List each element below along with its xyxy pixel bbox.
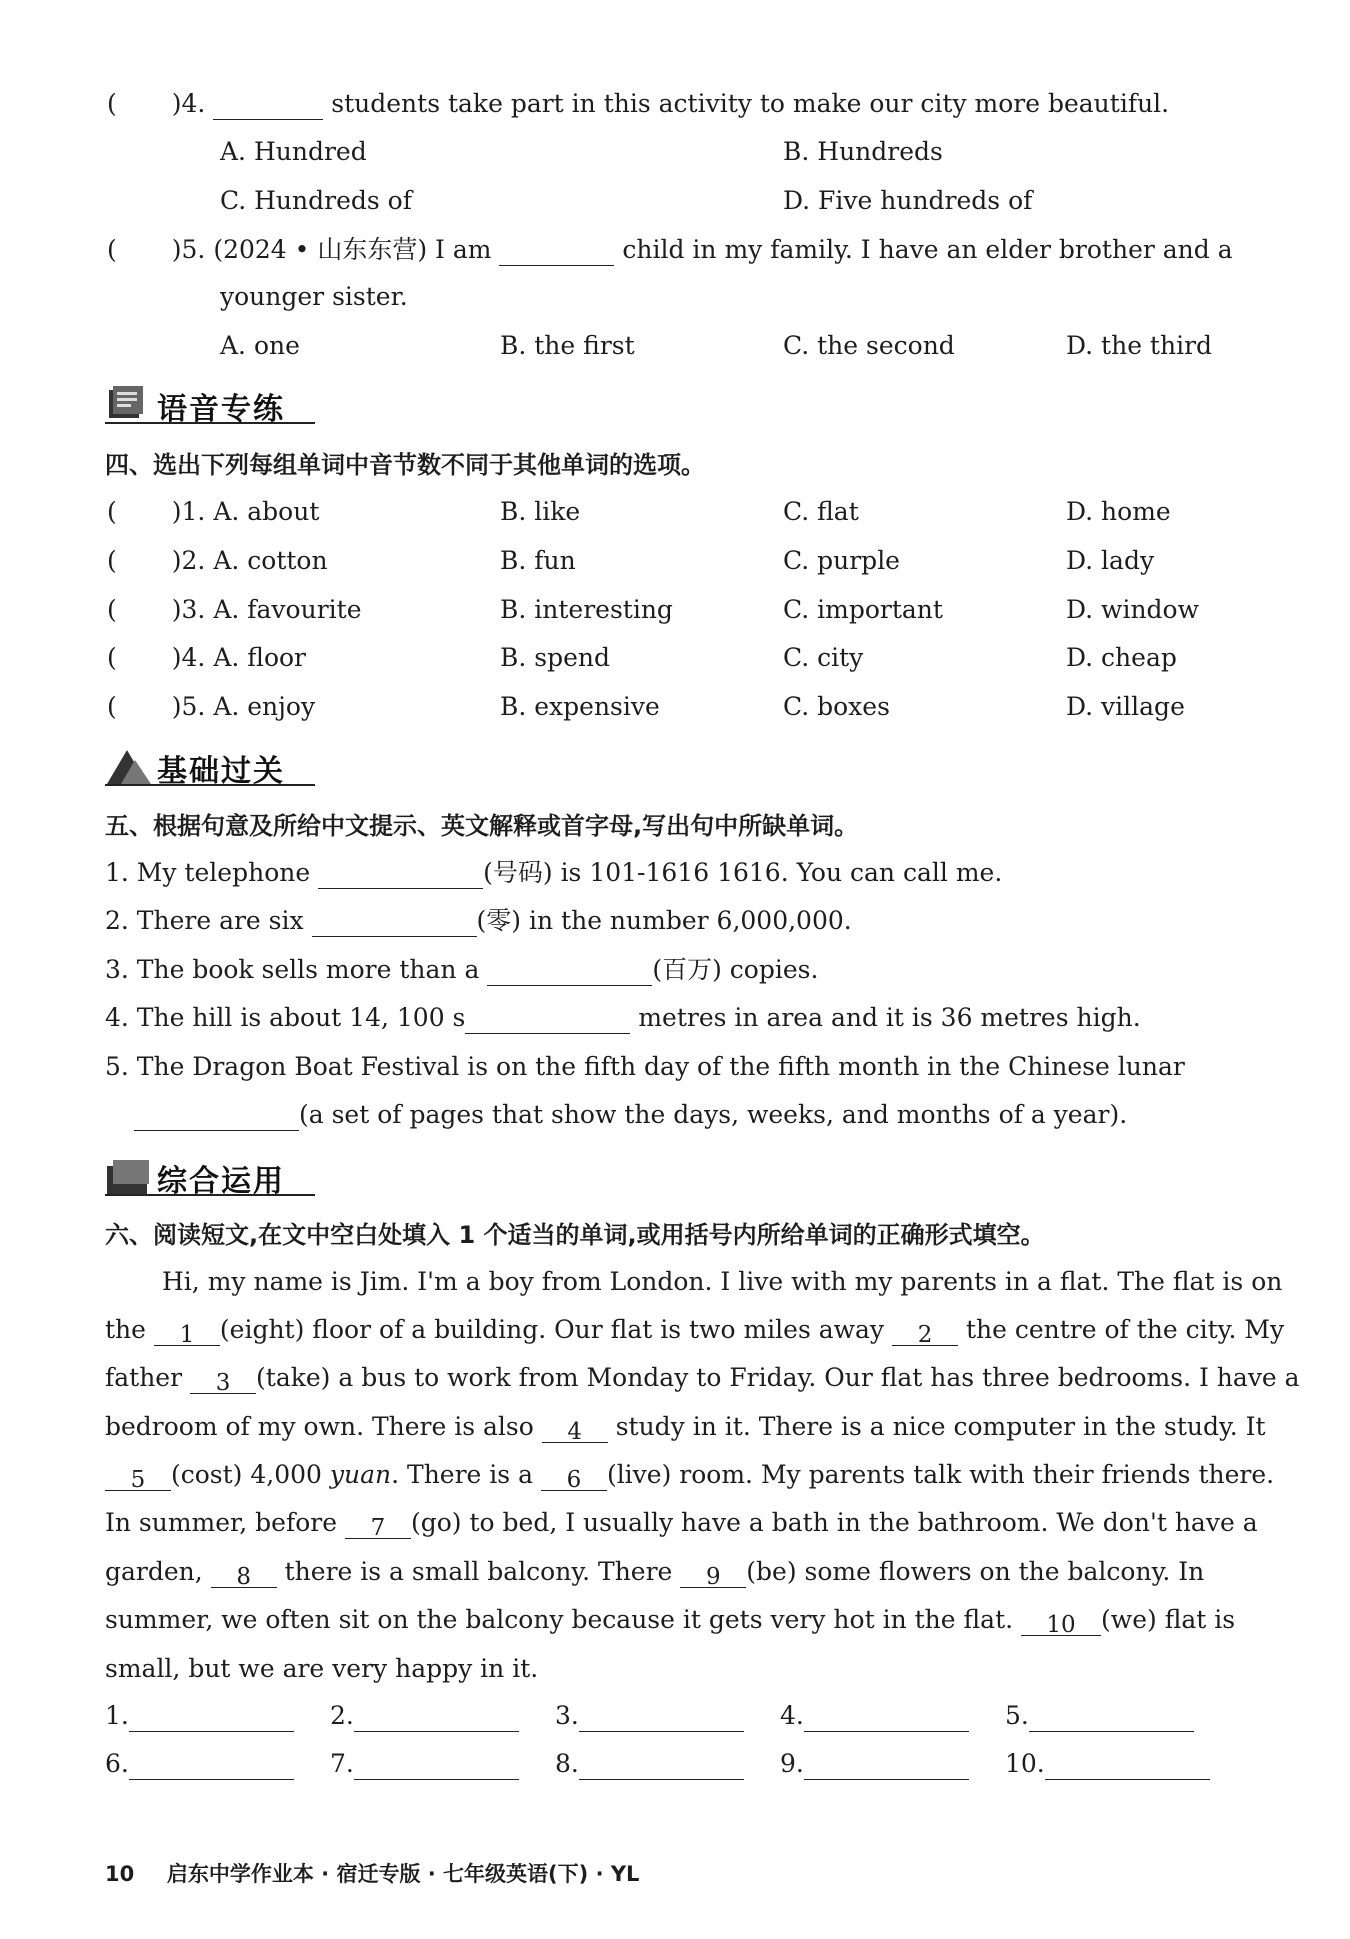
option-c[interactable]: C. the second — [783, 331, 955, 360]
answer-blank[interactable] — [465, 1007, 630, 1034]
option-c[interactable]: C. purple — [783, 546, 900, 575]
option-c[interactable]: C. city — [783, 643, 864, 672]
passage-line: garden, 8 there is a small balcony. There 9 (be) some flowers on the balcony. In — [105, 1557, 1205, 1590]
passage-line: In summer, before 7 (go) to bed, I usually have a bath in the bathroom. We don't have a — [105, 1508, 1258, 1541]
book-stack-icon — [105, 1154, 153, 1196]
fill-item-1: 1. My telephone (号码) is 101-1616 1616. You can call me. — [105, 858, 1003, 887]
answer-slot-5[interactable]: 5. — [1005, 1700, 1194, 1732]
answer-paren[interactable]: ( — [107, 497, 117, 526]
passage-blank[interactable]: 7 — [345, 1512, 411, 1539]
fill-item-2: 2. There are six (零) in the number 6,000,000. — [105, 906, 852, 935]
passage-line: the 1 (eight) floor of a building. Our flat is two miles away 2 the centre of the city. My — [105, 1315, 1285, 1348]
passage-blank[interactable]: 5 — [105, 1464, 171, 1491]
option-b[interactable]: B. expensive — [500, 692, 660, 721]
notebook-icon — [105, 382, 153, 424]
option-b[interactable]: B. the first — [500, 331, 635, 360]
page-number: 10 — [105, 1862, 135, 1886]
option-b[interactable]: B. like — [500, 497, 581, 526]
option-a[interactable]: A. Hundred — [220, 137, 367, 166]
section-title: 语音专练 — [157, 392, 285, 427]
answer-blank[interactable] — [134, 1104, 299, 1131]
instruction-phonetics: 四、选出下列每组单词中音节数不同于其他单词的选项。 — [105, 451, 705, 479]
option-d[interactable]: D. window — [1066, 595, 1199, 624]
option-d[interactable]: D. lady — [1066, 546, 1155, 575]
book-title: 启东中学作业本 · 宿迁专版 · 七年级英语(下) · YL — [166, 1862, 640, 1886]
option-a[interactable]: )2. A. cotton — [171, 546, 328, 575]
passage-line: Hi, my name is Jim. I'm a boy from London. I live with my parents in a flat. The flat is on — [162, 1267, 1283, 1296]
answer-paren[interactable]: ( — [107, 546, 117, 575]
option-a[interactable]: )4. A. floor — [171, 643, 306, 672]
option-a[interactable]: A. one — [220, 331, 300, 360]
mountain-icon — [105, 744, 153, 786]
answer-slot-8[interactable]: 8. — [555, 1748, 744, 1780]
answer-blank[interactable] — [312, 910, 477, 937]
question-stem: child in my family. I have an elder brother and a — [622, 235, 1233, 264]
instruction-basic: 五、根据句意及所给中文提示、英文解释或首字母,写出句中所缺单词。 — [105, 812, 859, 840]
answer-paren[interactable]: ( — [107, 643, 117, 672]
option-b[interactable]: B. Hundreds — [783, 137, 943, 166]
answer-paren[interactable]: ( — [107, 692, 117, 721]
passage-line: bedroom of my own. There is also 4 study in it. There is a nice computer in the study. It — [105, 1412, 1266, 1445]
answer-paren[interactable]: ( — [107, 89, 117, 118]
answer-slot-6[interactable]: 6. — [105, 1748, 294, 1780]
answer-slot-9[interactable]: 9. — [780, 1748, 969, 1780]
passage-line: summer, we often sit on the balcony because it gets very hot in the flat. 10 (we) flat is — [105, 1605, 1236, 1638]
option-a[interactable]: )1. A. about — [171, 497, 320, 526]
option-c[interactable]: C. boxes — [783, 692, 890, 721]
answer-slot-3[interactable]: 3. — [555, 1700, 744, 1732]
fill-item-5-line2: (a set of pages that show the days, weeks, and months of a year). — [134, 1099, 1127, 1131]
option-d[interactable]: D. the third — [1066, 331, 1213, 360]
section-underline — [105, 422, 315, 424]
instruction-comprehensive: 六、阅读短文,在文中空白处填入 1 个适当的单词,或用括号内所给单词的正确形式填空。 — [105, 1221, 1045, 1249]
section-header-basic — [105, 740, 315, 792]
section-header-phonetics — [105, 378, 315, 430]
answer-blank[interactable] — [487, 959, 652, 986]
answer-slot-10[interactable]: 10. — [1005, 1748, 1210, 1780]
fill-item-5: 5. The Dragon Boat Festival is on the fifth day of the fifth month in the Chinese lunar — [105, 1052, 1185, 1081]
section-header-comprehensive — [105, 1150, 315, 1202]
passage-blank[interactable]: 2 — [892, 1319, 958, 1346]
answer-blank[interactable] — [499, 239, 614, 266]
passage-blank[interactable]: 3 — [190, 1367, 256, 1394]
answer-slot-1[interactable]: 1. — [105, 1700, 294, 1732]
question-number: )5. (2024 • 山东东营) I am — [171, 235, 492, 264]
answer-slot-2[interactable]: 2. — [330, 1700, 519, 1732]
passage-line: father 3 (take) a bus to work from Monday to Friday. Our flat has three bedrooms. I have a — [105, 1363, 1300, 1396]
question-stem: students take part in this activity to make our city more beautiful. — [331, 89, 1170, 118]
passage-blank[interactable]: 4 — [542, 1416, 608, 1443]
fill-item-4: 4. The hill is about 14, 100 s metres in area and it is 36 metres high. — [105, 1003, 1141, 1032]
option-d[interactable]: D. home — [1066, 497, 1171, 526]
section-underline — [105, 1194, 315, 1196]
page-footer — [105, 1858, 639, 1888]
option-d[interactable]: D. village — [1066, 692, 1185, 721]
question-number: )4. — [171, 89, 206, 118]
passage-blank[interactable]: 1 — [154, 1319, 220, 1346]
section-title: 基础过关 — [157, 754, 285, 789]
section-title: 综合运用 — [157, 1164, 285, 1199]
answer-blank[interactable] — [213, 93, 323, 120]
option-c[interactable]: C. important — [783, 595, 943, 624]
answer-slot-4[interactable]: 4. — [780, 1700, 969, 1732]
option-d[interactable]: D. Five hundreds of — [783, 186, 1033, 215]
passage-blank[interactable]: 10 — [1021, 1609, 1101, 1636]
passage-blank[interactable]: 9 — [680, 1561, 746, 1588]
question-5 — [107, 234, 1233, 266]
passage-blank[interactable]: 6 — [541, 1464, 607, 1491]
option-a[interactable]: )5. A. enjoy — [171, 692, 316, 721]
option-c[interactable]: C. flat — [783, 497, 859, 526]
answer-paren[interactable]: ( — [107, 595, 117, 624]
fill-item-3: 3. The book sells more than a (百万) copies. — [105, 955, 819, 984]
answer-blank[interactable] — [318, 862, 483, 889]
section-underline — [105, 784, 315, 786]
option-c[interactable]: C. Hundreds of — [220, 186, 412, 215]
passage-line: 5 (cost) 4,000 yuan. There is a 6 (live) room. My parents talk with their friends there. — [105, 1459, 1274, 1491]
passage-blank[interactable]: 8 — [211, 1561, 277, 1588]
option-b[interactable]: B. spend — [500, 643, 610, 672]
option-a[interactable]: )3. A. favourite — [171, 595, 362, 624]
question-stem-line2: younger sister. — [220, 282, 408, 311]
option-d[interactable]: D. cheap — [1066, 643, 1177, 672]
answer-slot-7[interactable]: 7. — [330, 1748, 519, 1780]
option-b[interactable]: B. interesting — [500, 595, 673, 624]
question-4 — [107, 88, 1169, 120]
option-b[interactable]: B. fun — [500, 546, 576, 575]
answer-paren[interactable]: ( — [107, 235, 117, 264]
passage-line: small, but we are very happy in it. — [105, 1654, 539, 1683]
